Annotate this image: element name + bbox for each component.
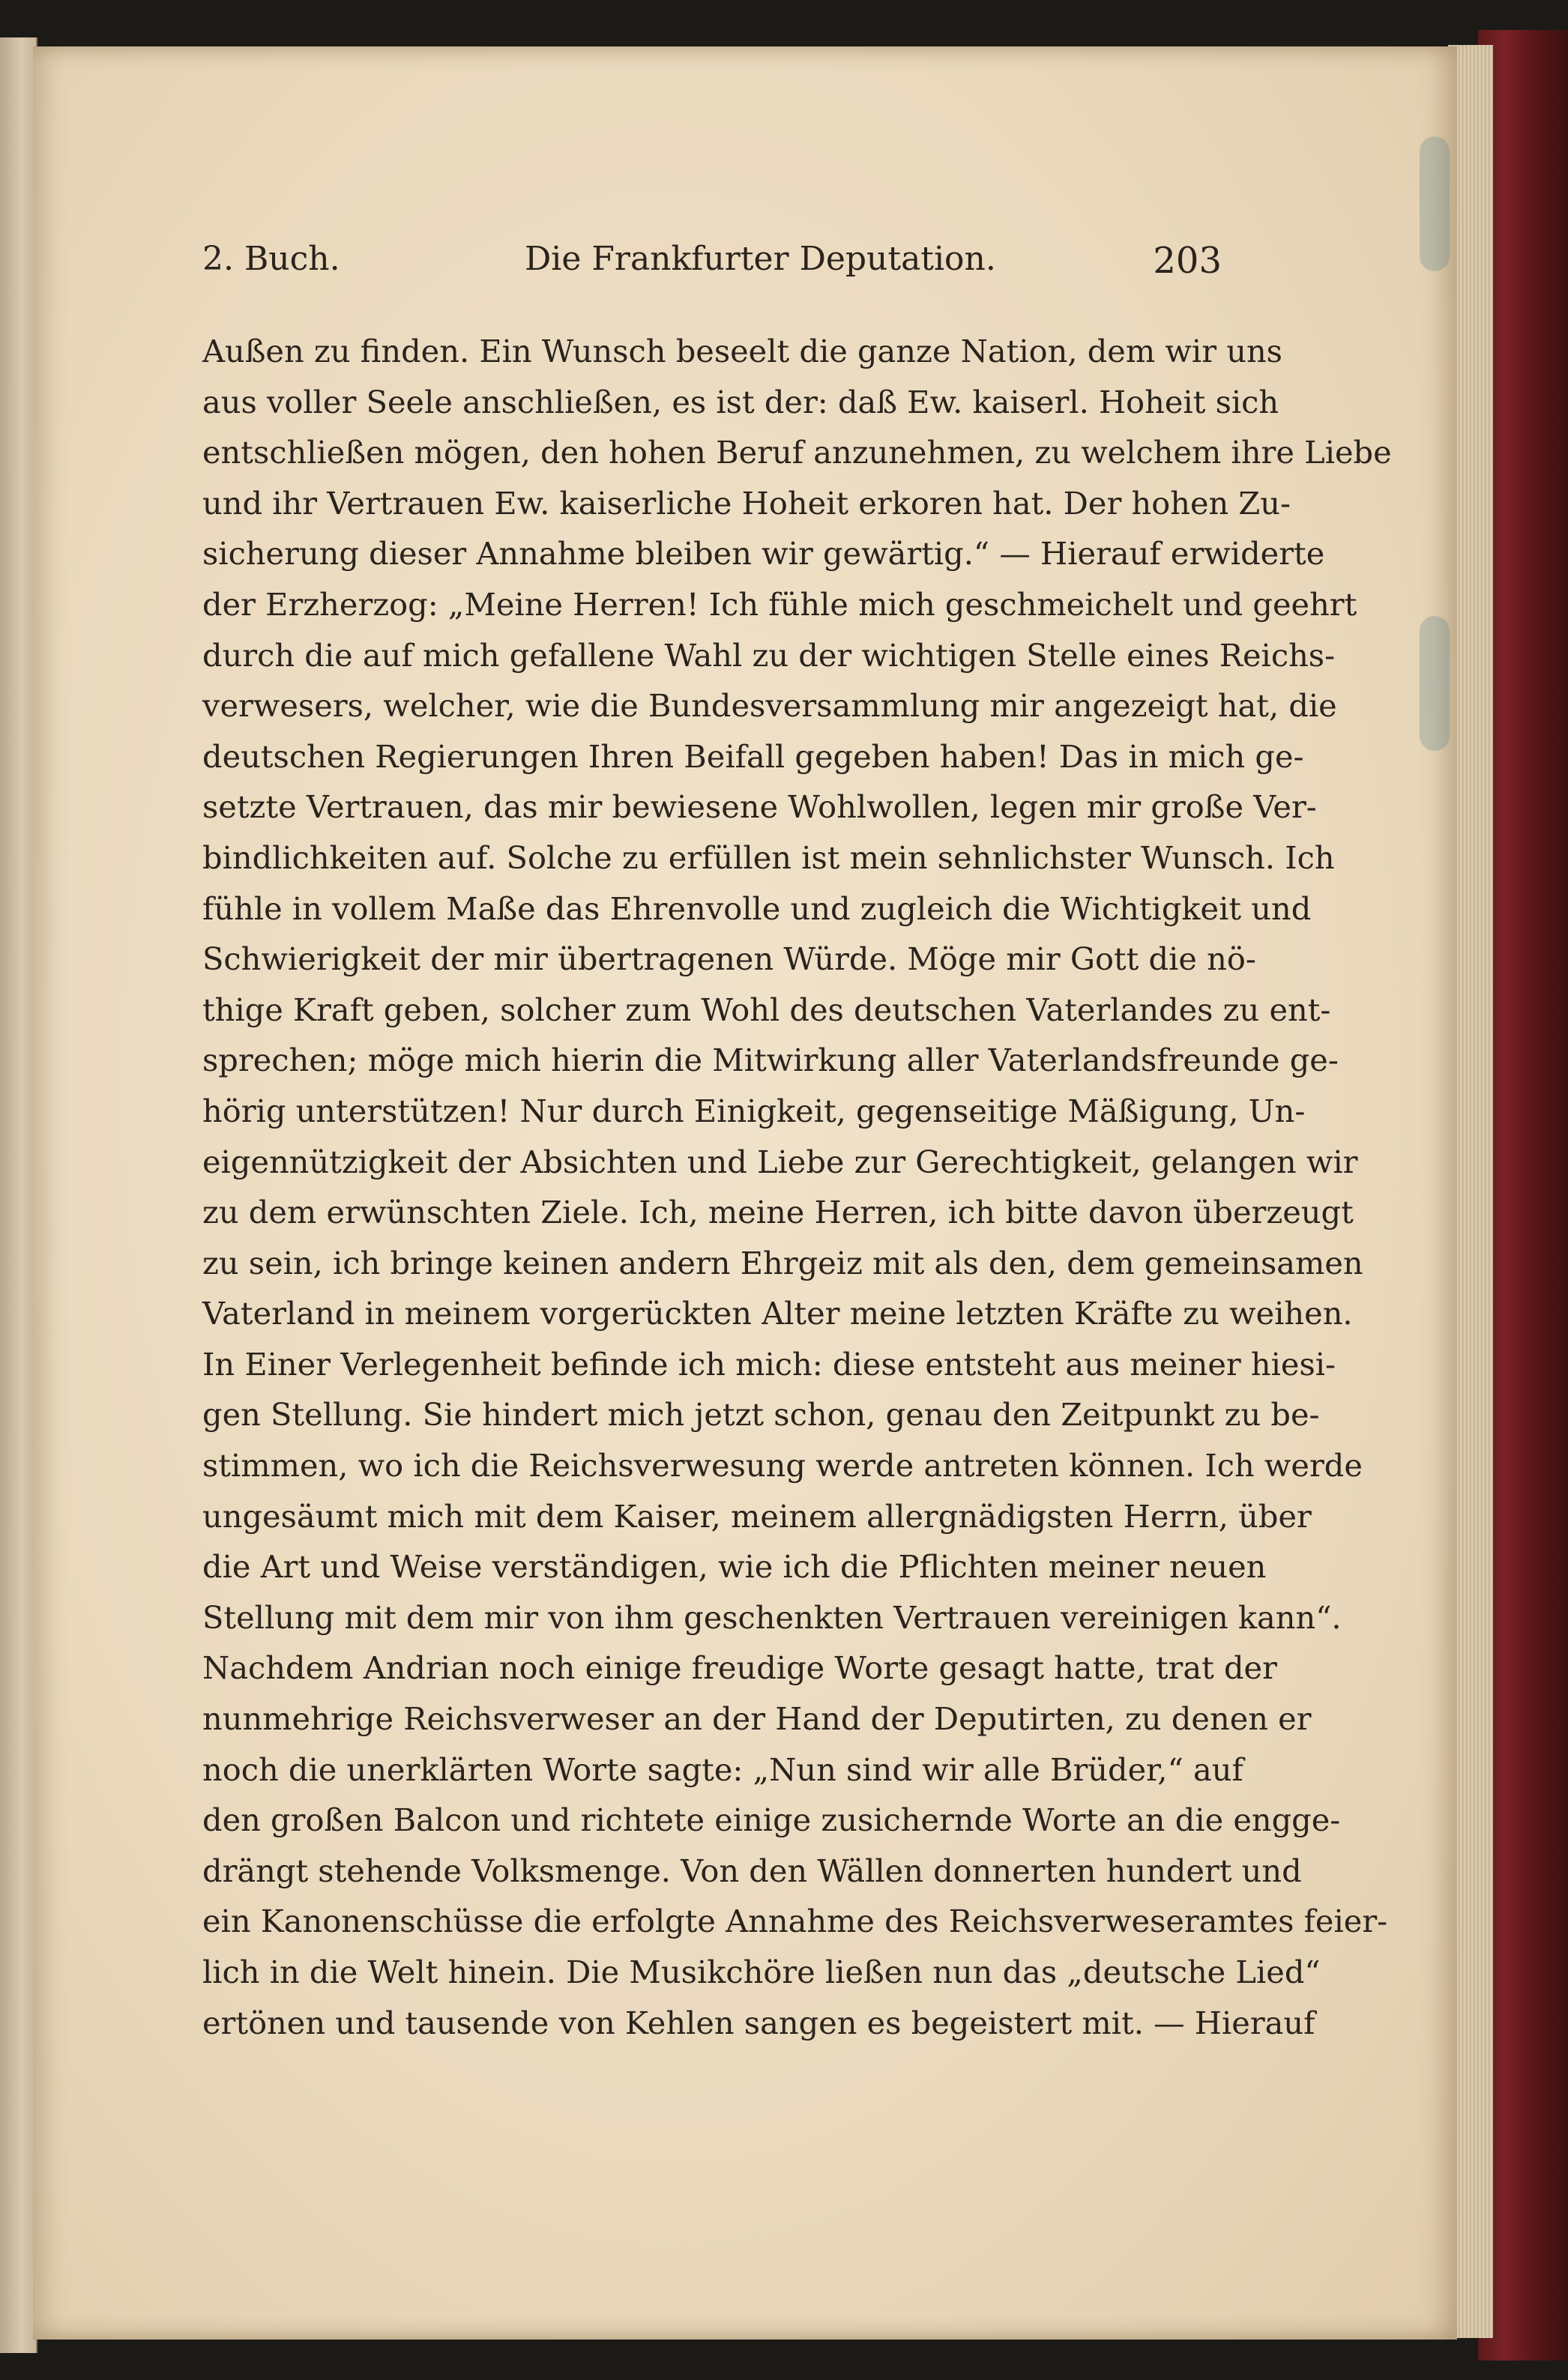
text-line: zu sein, ich bringe keinen andern Ehrgeiz mit als den, dem gemeinsamen [202, 1244, 1363, 1281]
text-line: bindlichkeiten auf. Solche zu erfüllen ist mein sehnlichster Wunsch. Ich [202, 839, 1335, 876]
text-line: ertönen und tausende von Kehlen sangen es begeistert mit. — Hierauf [202, 2004, 1315, 2041]
text-line: lich in die Welt hinein. Die Musikchöre ließen nun das „deutsche Lied“ [202, 1954, 1321, 1990]
text-line: entschließen mögen, den hohen Beruf anzunehmen, zu welchem ihre Liebe [202, 434, 1392, 471]
text-line: sprechen; möge mich hierin die Mitwirkung aller Vaterlandsfreunde ge- [202, 1042, 1339, 1079]
stain-mark [1420, 616, 1450, 751]
text-line: ein Kanonenschüsse die erfolgte Annahme des Reichsverweseramtes feier- [202, 1903, 1388, 1940]
text-line: aus voller Seele anschließen, es ist der: daß Ew. kaiserl. Hoheit sich [202, 383, 1279, 420]
text-line: setzte Vertrauen, das mir bewiesene Wohlwollen, legen mir große Ver- [202, 788, 1317, 826]
text-line: ungesäumt mich mit dem Kaiser, meinem allergnädigsten Herrn, über [202, 1497, 1312, 1535]
text-line: stimmen, wo ich die Reichsverwesung werde antreten können. Ich werde [202, 1447, 1363, 1485]
text-line: hörig unterstützen! Nur durch Einigkeit, gegenseitige Mäßigung, Un- [202, 1092, 1306, 1129]
text-line: den großen Balcon und richtete einige zusichernde Worte an die engge- [202, 1801, 1341, 1839]
text-line: nunmehrige Reichsverweser an der Hand der Deputirten, zu denen er [202, 1700, 1312, 1738]
text-line: zu dem erwünschten Ziele. Ich, meine Herren, ich bitte davon überzeugt [202, 1194, 1354, 1231]
text-line: durch die auf mich gefallene Wahl zu der wichtigen Stelle eines Reichs- [202, 636, 1336, 674]
text-line: Nachdem Andrian noch einige freudige Worte gesagt hatte, trat der [202, 1649, 1277, 1687]
text-line: sicherung dieser Annahme bleiben wir gewärtig.“ — Hierauf erwiderte [202, 535, 1325, 573]
text-line: drängt stehende Volksmenge. Von den Wällen donnerten hundert und [202, 1852, 1302, 1889]
header-chapter-title: Die Frankfurter Deputation. [525, 240, 996, 278]
running-header [202, 240, 1222, 285]
text-line: Außen zu finden. Ein Wunsch beseelt die ganze Nation, dem wir uns [202, 333, 1282, 369]
stain-mark [1420, 136, 1450, 271]
text-line: verwesers, welcher, wie die Bundesversammlung mir angezeigt hat, die [202, 687, 1337, 725]
text-line: die Art und Weise verständigen, wie ich die Pflichten meiner neuen [202, 1548, 1267, 1586]
text-line: thige Kraft geben, solcher zum Wohl des deutschen Vaterlandes zu ent- [202, 991, 1331, 1028]
header-book-label: 2. Buch. [202, 240, 340, 278]
text-line: Stellung mit dem mir von ihm geschenkten Vertrauen vereinigen kann“. [202, 1598, 1342, 1636]
text-line: Vaterland in meinem vorgerückten Alter meine letzten Kräfte zu weihen. [202, 1295, 1353, 1332]
text-line: In Einer Verlegenheit befinde ich mich: diese entsteht aus meiner hiesi- [202, 1345, 1336, 1383]
page-number: 203 [1153, 240, 1222, 282]
previous-page-edge [0, 37, 37, 2353]
body-text [202, 326, 1392, 2048]
text-line: und ihr Vertrauen Ew. kaiserliche Hoheit erkoren hat. Der hohen Zu- [202, 484, 1291, 522]
text-line: gen Stellung. Sie hindert mich jetzt schon, genau den Zeitpunkt zu be- [202, 1396, 1320, 1434]
text-line: eigennützigkeit der Absichten und Liebe zur Gerechtigkeit, gelangen wir [202, 1143, 1358, 1180]
text-line: noch die unerklärten Worte sagte: „Nun sind wir alle Brüder,“ auf [202, 1751, 1243, 1788]
text-line: der Erzherzog: „Meine Herren! Ich fühle mich geschmeichelt und geehrt [202, 585, 1357, 623]
text-line: Schwierigkeit der mir übertragenen Würde. Möge mir Gott die nö- [202, 940, 1256, 978]
text-line: deutschen Regierungen Ihren Beifall gegeben haben! Das in mich ge- [202, 737, 1304, 775]
text-line: fühle in vollem Maße das Ehrenvolle und zugleich die Wichtigkeit und [202, 890, 1312, 927]
